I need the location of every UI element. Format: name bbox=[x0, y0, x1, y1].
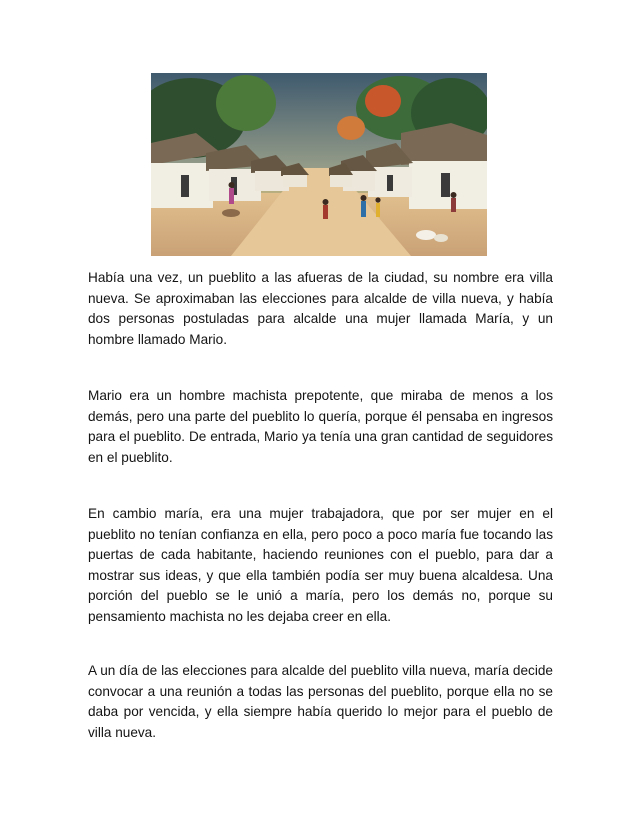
story-paragraph-4: A un día de las elecciones para alcalde del pueblito villa nueva, maría decide convocar a una reunión a todas las personas del pueblito, porque ella no se daba por vencida, y ella siempre había querido lo mejor para el pueblo de villa nueva. bbox=[88, 663, 553, 740]
story-paragraph-1: Había una vez, un pueblito a las afueras de la ciudad, su nombre era villa nueva. Se aproximaban las elecciones para alcalde de villa nueva, y había dos personas postuladas para alcalde una mujer llamada María, y un hombre llamado Mario. bbox=[88, 270, 553, 347]
autumn-tree bbox=[365, 85, 401, 117]
dog bbox=[222, 209, 240, 217]
village-painting-illustration bbox=[151, 73, 487, 256]
village-painting-image bbox=[151, 73, 487, 256]
autumn-tree-small bbox=[337, 116, 365, 140]
story-paragraph-2: Mario era un hombre machista prepotente, que miraba de menos a los demás, pero una parte del pueblito lo quería, porque él pensaba en ingresos para el pueblito. De entrada, Mario ya tenía una gran cantidad de seguidores en el pueblito. bbox=[88, 388, 553, 465]
chickens bbox=[416, 230, 436, 240]
tree-left-2 bbox=[216, 75, 276, 131]
story-paragraph-3: En cambio maría, era una mujer trabajadora, que por ser mujer en el pueblito no tenían confianza en ella, pero poco a poco maría fue tocando las puertas de cada habitante, haciendo reuniones con el pueblo, para dar a mostrar sus ideas, y que ella también podía ser muy buena alcaldesa. Una porción del pueblo se le unió a maría, pero los demás no, porque su pensamiento machista no les dejaba creer en ella. bbox=[88, 506, 553, 624]
